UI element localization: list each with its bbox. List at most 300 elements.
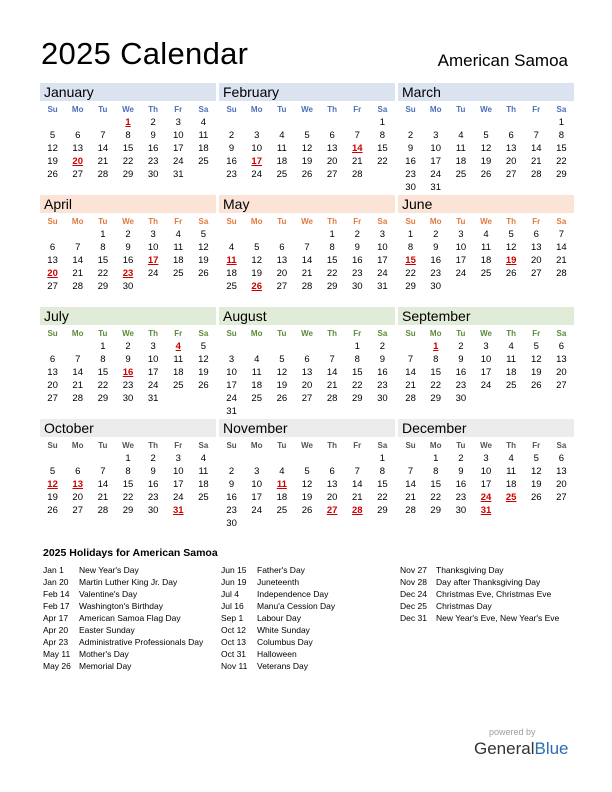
day-cell: 23 [377,380,388,391]
weekday-label: Fr [174,217,183,226]
day-cell: 6 [75,130,81,141]
holiday-entry [43,612,218,624]
holiday-column [221,564,396,672]
weekday-label: Sa [198,105,209,114]
day-cell [269,116,294,129]
weekday-label: Fr [532,217,541,226]
day-cell: 3 [433,130,439,141]
day-cell: 9 [228,143,235,154]
weekday-label: Th [327,329,338,338]
day-cell [141,280,166,293]
day-cell: 24 [377,268,388,279]
day-cell: 30 [405,182,416,193]
week-row [40,392,216,405]
day-cell: 11 [198,130,209,141]
week-row [398,491,574,504]
day-cell: 13 [72,143,83,154]
day-cell: 21 [326,380,338,391]
day-cell [90,116,115,129]
day-cell: 19 [480,156,492,167]
week-row [219,168,395,181]
weekday-label: Tu [277,441,287,450]
day-cell: 9 [354,242,360,253]
day-cell: 7 [304,242,310,253]
day-cell: 28 [326,393,338,404]
day-cell: 24 [251,169,262,180]
brand-logo [474,739,569,759]
day-cell: 13 [326,479,338,490]
day-cell: 9 [150,130,156,141]
day-cell: 25 [455,169,467,180]
weekday-header [219,104,395,116]
month-title: November [219,419,395,437]
month-block [219,83,395,195]
day-cell [473,392,498,405]
day-cell: 21 [351,156,363,167]
day-cell: 23 [405,169,416,180]
holiday-entry [400,612,570,624]
weekday-label: Su [226,329,237,338]
weekday-label: We [301,105,313,114]
day-cell: 12 [198,242,209,253]
weekday-label: We [480,217,492,226]
holiday-day-cell: 31 [172,505,184,516]
day-cell [294,517,319,530]
day-cell: 3 [379,229,386,240]
day-cell: 30 [351,281,363,292]
holiday-date: Apr 23 [43,637,69,647]
day-cell: 17 [377,255,388,266]
day-cell: 16 [122,255,134,266]
holiday-day-cell: 15 [405,255,416,266]
day-cell: 2 [354,229,360,240]
holiday-day-cell: 1 [125,117,131,128]
holiday-date: Jan 1 [43,565,64,575]
week-row [40,353,216,366]
day-cell: 18 [480,255,492,266]
day-cell [191,504,216,517]
weekday-label: Su [47,105,58,114]
day-cell [549,392,574,405]
day-cell: 31 [172,169,184,180]
day-cell: 19 [47,492,58,503]
week-row [398,241,574,254]
day-cell [320,517,345,530]
day-cell: 11 [276,143,287,154]
day-cell: 15 [97,255,109,266]
day-cell: 7 [329,354,335,365]
day-cell: 27 [47,393,58,404]
day-cell [65,228,90,241]
holiday-entry [221,636,396,648]
month-block [219,419,395,531]
day-cell: 23 [226,169,237,180]
day-cell [90,452,115,465]
week-row [398,452,574,465]
holiday-entry [400,588,570,600]
day-cell: 8 [354,354,360,365]
day-cell: 29 [556,169,567,180]
holiday-entry [400,600,570,612]
week-row [219,452,395,465]
day-cell [345,452,370,465]
day-cell: 6 [49,242,56,253]
holiday-date: Jun 15 [221,565,247,575]
day-cell: 8 [433,466,439,477]
holiday-entry [43,624,218,636]
day-cell: 25 [172,268,184,279]
day-cell: 27 [505,169,517,180]
weekday-label: Th [148,217,159,226]
day-cell [345,517,370,530]
day-cell: 4 [483,229,489,240]
day-cell: 6 [49,354,56,365]
day-cell: 17 [172,479,184,490]
day-cell: 5 [533,341,539,352]
day-cell: 15 [430,479,441,490]
week-row [40,491,216,504]
day-cell: 31 [377,281,388,292]
day-cell: 14 [326,367,338,378]
day-cell [244,452,269,465]
holiday-name: Veterans Day [257,661,309,671]
day-cell: 4 [254,354,260,365]
holiday-day-cell: 27 [326,505,338,516]
day-cell [473,280,498,293]
day-cell: 20 [326,156,338,167]
holiday-entry [400,576,570,588]
day-cell: 31 [430,182,441,193]
day-cell: 18 [276,156,288,167]
weekday-label: Th [506,105,517,114]
day-cell [40,452,65,465]
day-cell: 2 [125,341,131,352]
weekday-header [40,328,216,340]
day-cell: 13 [47,255,58,266]
day-cell: 24 [480,380,492,391]
day-cell: 23 [430,268,441,279]
week-row [398,181,574,194]
day-cell: 4 [200,453,207,464]
holiday-entry [400,564,570,576]
weekday-label: Sa [198,329,209,338]
day-cell: 1 [433,453,439,464]
holiday-name: Labour Day [257,613,301,623]
week-row [40,465,216,478]
week-row [40,168,216,181]
week-row [219,280,395,293]
day-cell: 29 [122,505,134,516]
day-cell: 17 [147,367,159,378]
weekday-label: Mo [429,217,442,226]
week-row [219,504,395,517]
day-cell: 25 [198,156,209,167]
week-row [219,379,395,392]
day-cell: 1 [407,229,414,240]
holiday-name: New Year's Day [79,565,139,575]
holiday-entry [221,612,396,624]
day-cell [448,280,473,293]
day-cell: 27 [72,169,83,180]
day-cell: 26 [505,268,517,279]
day-cell: 22 [405,268,416,279]
day-cell: 7 [354,130,360,141]
day-cell [549,504,574,517]
day-cell: 9 [125,242,131,253]
day-cell [191,392,216,405]
day-cell [244,116,269,129]
day-cell: 30 [226,518,237,529]
day-cell: 19 [301,156,313,167]
day-cell [294,116,319,129]
holiday-day-cell: 17 [251,156,262,167]
day-cell: 16 [455,367,467,378]
day-cell: 14 [351,479,363,490]
month-block [219,307,395,419]
day-cell: 16 [430,255,441,266]
day-cell: 27 [301,393,313,404]
day-cell: 10 [430,143,441,154]
day-cell: 22 [430,492,441,503]
weekday-label: Th [327,105,338,114]
day-cell: 28 [72,393,83,404]
weekday-label: Fr [353,441,362,450]
weekday-label: Tu [277,217,287,226]
day-cell: 26 [530,492,542,503]
weekday-label: Th [506,217,517,226]
day-cell: 15 [326,255,338,266]
holiday-date: Dec 24 [400,589,427,599]
week-row [40,340,216,353]
day-cell: 11 [506,466,517,477]
weekday-label: Su [405,329,416,338]
holiday-entry [221,564,396,576]
weekday-label: Fr [174,105,183,114]
day-cell: 21 [97,492,109,503]
holiday-date: Feb 14 [43,589,70,599]
day-cell [191,168,216,181]
day-cell: 30 [122,393,134,404]
day-cell: 17 [480,367,492,378]
day-cell: 13 [505,143,517,154]
day-cell: 20 [72,492,83,503]
week-row [398,228,574,241]
day-cell [499,280,524,293]
day-cell: 7 [75,242,81,253]
holiday-column [400,564,570,624]
weekday-label: Mo [429,441,442,450]
week-row [219,465,395,478]
day-cell: 25 [505,380,517,391]
day-cell: 29 [351,393,363,404]
day-cell: 14 [97,479,109,490]
day-cell: 8 [100,242,106,253]
day-cell: 4 [175,229,181,240]
weekday-label: We [480,441,492,450]
month-title: February [219,83,395,101]
week-row [219,491,395,504]
day-cell: 11 [506,354,517,365]
day-cell [166,280,191,293]
weekday-label: Su [47,329,58,338]
day-cell: 1 [379,117,386,128]
day-cell: 5 [49,130,56,141]
week-row [398,366,574,379]
holiday-entry [43,588,218,600]
weekday-label: Su [47,441,58,450]
day-cell: 27 [556,492,567,503]
day-cell [294,405,319,418]
day-cell: 5 [200,341,207,352]
day-cell: 15 [122,143,134,154]
day-cell: 6 [508,130,514,141]
weekday-label: Fr [174,329,183,338]
month-block [40,419,216,531]
weekday-label: Tu [98,105,108,114]
day-cell: 30 [455,505,467,516]
day-cell: 25 [276,505,288,516]
day-cell: 29 [377,505,388,516]
weekday-label: Tu [456,217,466,226]
day-cell: 7 [100,466,106,477]
holiday-entry [43,648,218,660]
day-cell: 20 [556,479,567,490]
holiday-date: Dec 25 [400,601,427,611]
day-cell: 24 [147,268,159,279]
holiday-day-cell: 12 [47,479,58,490]
brand-blue-text: Blue [534,739,569,758]
day-cell: 9 [379,354,386,365]
weekday-label: We [301,217,313,226]
holiday-name: Day after Thanksgiving Day [436,577,541,587]
day-cell: 27 [326,169,338,180]
day-cell: 12 [301,479,313,490]
week-row [219,405,395,418]
week-row [398,280,574,293]
holiday-entry [221,660,396,672]
month-title: April [40,195,216,213]
day-cell: 14 [301,255,313,266]
day-cell [370,517,395,530]
holiday-name: White Sunday [257,625,310,635]
weekday-label: Mo [429,105,442,114]
day-cell: 10 [172,466,184,477]
weekday-label: Tu [98,217,108,226]
day-cell [244,340,269,353]
day-cell: 11 [173,354,184,365]
day-cell: 19 [530,367,542,378]
holiday-day-cell: 11 [276,479,287,490]
day-cell: 9 [458,354,464,365]
day-cell: 14 [556,242,567,253]
day-cell [549,181,574,194]
day-cell: 19 [276,380,288,391]
holiday-day-cell: 4 [175,341,181,352]
week-row [219,366,395,379]
month-block [40,83,216,195]
day-cell: 23 [122,380,134,391]
day-cell: 13 [301,367,313,378]
day-cell: 19 [198,255,209,266]
day-cell: 10 [455,242,467,253]
day-cell [499,116,524,129]
holiday-date: Oct 12 [221,625,247,635]
day-cell: 2 [228,130,235,141]
holiday-name: Juneteenth [257,577,300,587]
day-cell: 21 [405,380,416,391]
day-cell [269,340,294,353]
week-row [40,142,216,155]
day-cell: 20 [47,380,58,391]
day-cell [191,280,216,293]
day-cell: 4 [458,130,464,141]
weekday-label: Fr [174,441,183,450]
day-cell: 22 [377,156,388,167]
day-cell: 20 [276,268,288,279]
week-row [219,116,395,129]
day-cell: 10 [480,354,492,365]
week-row [398,129,574,142]
day-cell: 1 [125,453,131,464]
weekday-label: Sa [377,217,388,226]
day-cell: 21 [405,492,416,503]
week-row [40,366,216,379]
day-cell [448,116,473,129]
day-cell: 7 [407,466,414,477]
day-cell: 15 [556,143,567,154]
day-cell: 25 [276,169,288,180]
weekday-label: We [301,441,313,450]
day-cell: 20 [556,367,567,378]
day-cell: 23 [226,505,237,516]
week-row [40,267,216,280]
day-cell: 8 [379,130,386,141]
day-cell: 22 [556,156,567,167]
day-cell: 11 [173,242,184,253]
weekday-label: We [122,441,134,450]
day-cell: 27 [47,281,58,292]
day-cell: 20 [326,492,338,503]
day-cell [524,181,549,194]
day-cell [320,405,345,418]
day-cell [448,181,473,194]
day-cell [244,228,269,241]
day-cell: 6 [329,466,335,477]
weekday-label: Th [506,441,517,450]
holiday-name: Administrative Professionals Day [79,637,204,647]
page-title: 2025 Calendar [41,36,249,71]
holiday-date: Jul 4 [221,589,239,599]
day-cell: 18 [455,156,467,167]
holiday-name: Valentine's Day [79,589,138,599]
day-cell: 4 [279,130,285,141]
holiday-name: Father's Day [257,565,305,575]
day-cell: 19 [251,268,262,279]
weekday-label: We [301,329,313,338]
day-cell: 21 [72,268,83,279]
week-row [398,353,574,366]
weekday-label: Tu [456,441,466,450]
day-cell: 7 [558,229,565,240]
weekday-label: Mo [71,329,84,338]
day-cell: 29 [405,281,416,292]
day-cell: 2 [407,130,414,141]
day-cell: 20 [530,255,542,266]
weekday-label: Fr [532,329,541,338]
day-cell: 1 [100,341,106,352]
day-cell: 24 [226,393,237,404]
day-cell: 4 [508,341,514,352]
